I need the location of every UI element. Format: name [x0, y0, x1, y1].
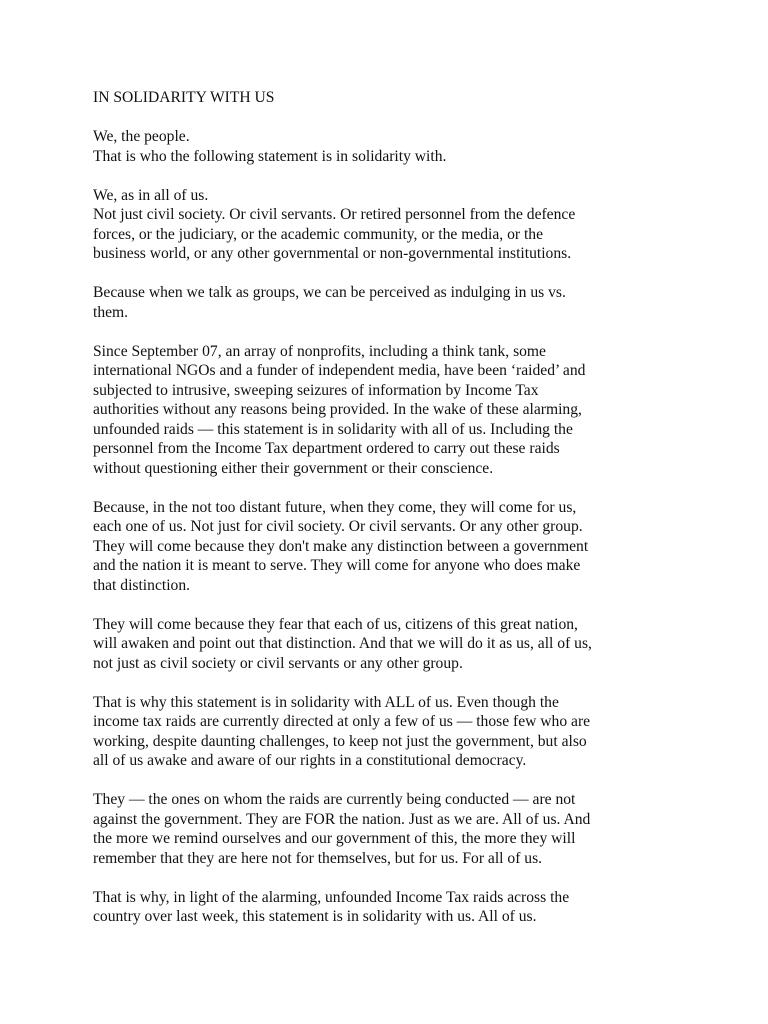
paragraph-line: That is why, in light of the alarming, unfounded Income Tax raids across the — [93, 888, 570, 906]
paragraph-line: will awaken and point out that distinction. And that we will do it as us, all of us, — [93, 635, 592, 652]
paragraph-line: authorities without any reasons being provided. In the wake of these alarming, — [93, 401, 582, 418]
paragraph-line: business world, or any other governmental or non-governmental institutions. — [93, 245, 572, 262]
document-body — [93, 127, 673, 927]
paragraph-line: each one of us. Not just for civil society. Or civil servants. Or any other group. — [93, 518, 583, 535]
document-page — [93, 88, 673, 946]
paragraph-line: without questioning either their government or their conscience. — [93, 459, 494, 477]
paragraph-line: Not just civil society. Or civil servants. Or retired personnel from the defence — [93, 206, 576, 223]
paragraph-line: remember that they are here not for themselves, but for us. For all of us. — [93, 849, 543, 867]
paragraph-line: They will come because they fear that each of us, citizens of this great nation, — [93, 615, 578, 633]
paragraph-line: We, the people. — [93, 128, 190, 145]
paragraph-1 — [93, 127, 673, 166]
paragraph-line: subjected to intrusive, sweeping seizures of information by Income Tax — [93, 381, 539, 399]
paragraph-line: Because when we talk as groups, we can be perceived as indulging in us vs. — [93, 284, 566, 301]
paragraph-line: We, as in all of us. — [93, 186, 209, 204]
paragraph-line: that distinction. — [93, 576, 191, 594]
paragraph-line: Because, in the not too distant future, when they come, they will come for us, — [93, 498, 577, 516]
paragraph-line: They — the ones on whom the raids are currently being conducted — are not — [93, 791, 576, 808]
paragraph-line: country over last week, this statement is in solidarity with us. All of us. — [93, 908, 537, 925]
paragraph-5 — [93, 498, 673, 596]
paragraph-line: all of us awake and aware of our rights in a constitutional democracy. — [93, 752, 527, 769]
paragraph-4 — [93, 342, 673, 479]
document-title: IN SOLIDARITY WITH US — [93, 89, 275, 106]
paragraph-line: working, despite daunting challenges, to keep not just the government, but also — [93, 732, 587, 750]
paragraph-line: personnel from the Income Tax department ordered to carry out these raids — [93, 440, 560, 457]
paragraph-line: against the government. They are FOR the nation. Just as we are. All of us. And — [93, 810, 591, 828]
paragraph-3 — [93, 283, 673, 322]
paragraph-line: not just as civil society or civil servants or any other group. — [93, 654, 463, 672]
paragraph-line: them. — [93, 303, 129, 321]
paragraph-line: and the nation it is meant to serve. They will come for anyone who does make — [93, 557, 581, 574]
paragraph-line: unfounded raids — this statement is in solidarity with all of us. Including the — [93, 420, 573, 438]
paragraph-line: the more we remind ourselves and our government of this, the more they will — [93, 830, 576, 847]
paragraph-line: Since September 07, an array of nonprofits, including a think tank, some — [93, 342, 546, 360]
paragraph-line: forces, or the judiciary, or the academic community, or the media, or the — [93, 225, 544, 243]
paragraph-line: That is why this statement is in solidarity with ALL of us. Even though the — [93, 693, 559, 711]
paragraph-8 — [93, 790, 673, 868]
paragraph-2 — [93, 186, 673, 264]
paragraph-7 — [93, 693, 673, 771]
paragraph-line: income tax raids are currently directed at only a few of us — those few who are — [93, 713, 591, 730]
paragraph-line: They will come because they don't make any distinction between a government — [93, 537, 589, 555]
paragraph-9 — [93, 888, 673, 927]
paragraph-line: That is who the following statement is in solidarity with. — [93, 147, 447, 165]
paragraph-6 — [93, 615, 673, 674]
paragraph-line: international NGOs and a funder of independent media, have been ‘raided’ and — [93, 362, 586, 379]
